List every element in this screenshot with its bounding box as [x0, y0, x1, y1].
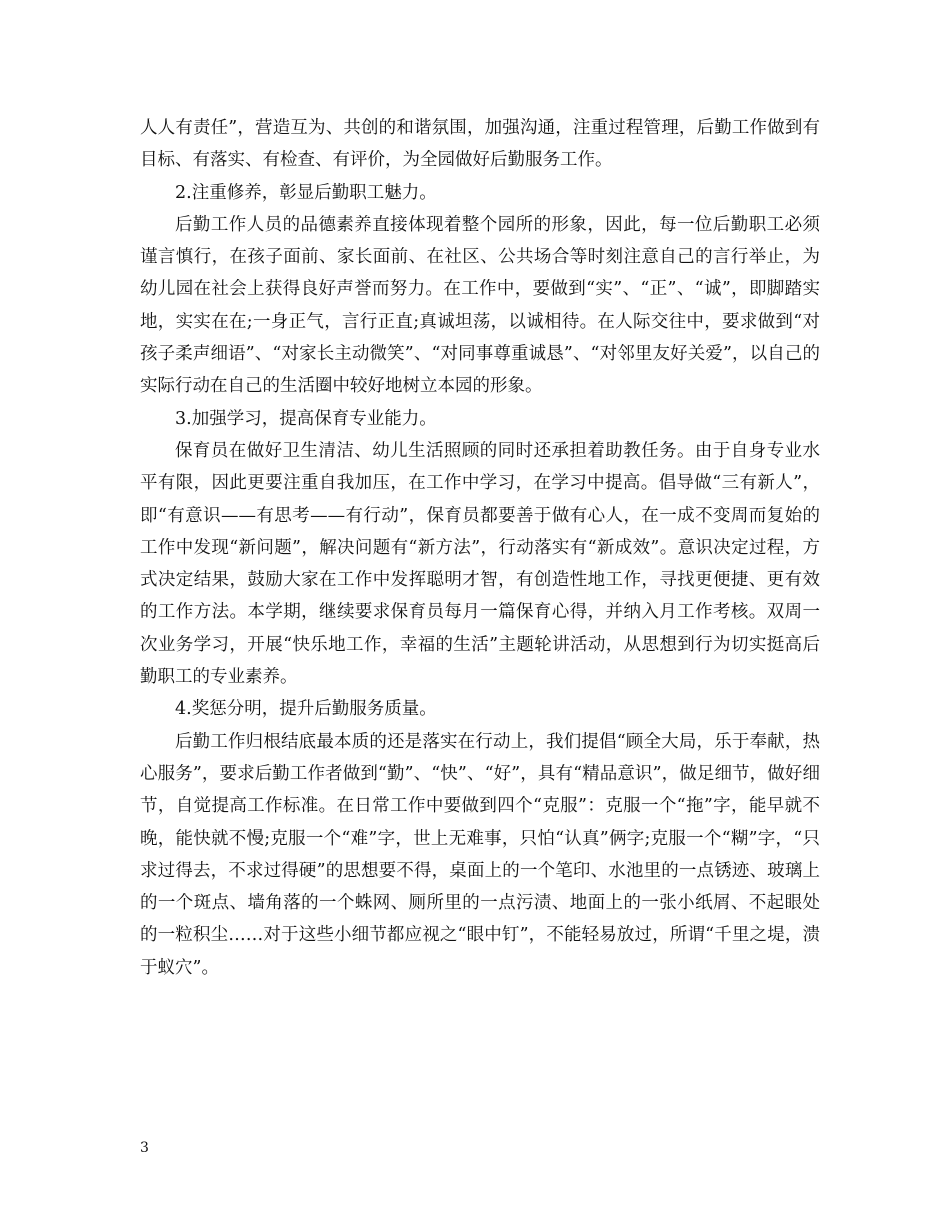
paragraph-cultivation: 后勤工作人员的品德素养直接体现着整个园所的形象，因此，每一位后勤职工必须谨言慎行，在孩子面前、家长面前、在社区、公共场合等时刻注意自己的言行举止，为幼儿园在社会上获得良好声誉而努力。在工作中，要做到“实”、“正”、“诚”，即脚踏实地，实实在在;一身正气，言行正直;真诚坦荡，以诚相待。在人际交往中，要求做到“对孩子柔声细语”、“对家长主动微笑”、“对同事尊重诚恳”、“对邻里友好关爱”，以自己的实际行动在自己的生活圈中较好地树立本园的形象。 [140, 214, 820, 397]
paragraph-service-quality: 后勤工作归根结底最本质的还是落实在行动上，我们提倡“顾全大局，乐于奉献，热心服务”，要求后勤工作者做到“勤”、“快”、“好”，具有“精品意识”，做足细节，做好细节，自觉提高工作标准。在日常工作中要做到四个“克服”：克服一个“拖”字，能早就不晚，能快就不慢;克服一个“难”字，世上无难事，只怕“认真”俩字;克服一个“糊”字，“只求过得去，不求过得硬”的思想要不得，桌面上的一个笔印、水池里的一点锈迹、玻璃上的一个斑点、墙角落的一个蛛网、厕所里的一点污渍、地面上的一张小纸屑、不起眼处的一粒积尘……对于这些小细节都应视之“眼中钉”，不能轻易放过，所谓“千里之堤，溃于蚁穴”。 [140, 731, 820, 978]
document-body [140, 112, 820, 984]
paragraph-learning: 保育员在做好卫生清洁、幼儿生活照顾的同时还承担着助教任务。由于自身专业水平有限，因此更要注重自我加压，在工作中学习，在学习中提高。倡导做“三有新人”，即“有意识——有思考——有行动”，保育员都要善于做有心人，在一成不变周而复始的工作中发现“新问题”，解决问题有“新方法”，行动落实有“新成效”。意识决定过程，方式决定结果，鼓励大家在工作中发挥聪明才智，有创造性地工作，寻找更便捷、更有效的工作方法。本学期，继续要求保育员每月一篇保育心得，并纳入月工作考核。双周一次业务学习，开展“快乐地工作，幸福的生活”主题轮讲活动，从思想到行为切实挺高后勤职工的专业素养。 [140, 440, 820, 688]
paragraph-continuation: 人人有责任”，营造互为、共创的和谐氛围，加强沟通，注重过程管理，后勤工作做到有目标、有落实、有检查、有评价，为全园做好后勤服务工作。 [140, 118, 820, 171]
section-heading-3: 3.加强学习，提高保育专业能力。 [175, 408, 437, 429]
page-number: 3 [140, 1140, 149, 1156]
section-heading-2: 2.注重修养，彰显后勤职工魅力。 [175, 182, 437, 203]
section-heading-4: 4.奖惩分明，提升后勤服务质量。 [175, 699, 437, 720]
